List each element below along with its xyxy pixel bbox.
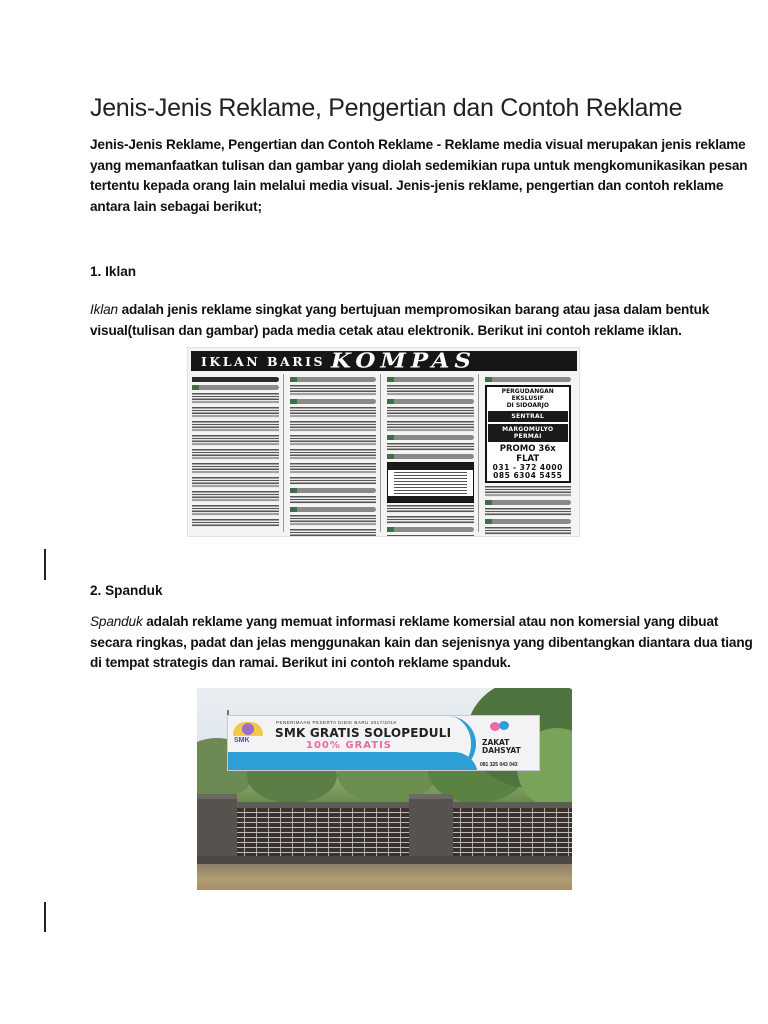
intro-line: tertentu kepada orang lain melalui media visual. Jenis-jenis reklame, pengertian dan contoh reklame	[90, 178, 724, 193]
section-heading-iklan: 1. Iklan	[90, 264, 137, 279]
intro-line: antara lain sebagai berikut;	[90, 198, 262, 214]
section-heading-spanduk: 2. Spanduk	[90, 583, 163, 598]
newspaper-column	[387, 374, 479, 532]
zakat-text: ZAKAT	[482, 738, 510, 747]
promo-phone: 085 6304 5455	[488, 472, 569, 480]
term-spanduk: Spanduk	[90, 614, 143, 629]
iklan-line: visual(tulisan dan gambar) pada media cetak atau elektronik. Berikut ini contoh reklame iklan.	[90, 322, 682, 338]
banner-subtitle: PENERIMAAN PESERTA DIDIK BARU 2017/2018	[276, 720, 397, 725]
promo-line: MARGOMULYO PERMAI	[488, 424, 569, 442]
promo-line: PERGUDANGAN EKSLUSIF	[488, 388, 569, 402]
promo-phone: 031 - 372 4000	[488, 464, 569, 472]
intro-line: Jenis-Jenis Reklame, Pengertian dan Contoh Reklame - Reklame media visual merupakan jenis reklame	[90, 137, 746, 152]
text-cursor	[44, 549, 46, 580]
promo-ad-box	[485, 385, 572, 483]
intro-line: yang memanfaatkan tulisan dan gambar yang diolah sedemikian rupa untuk mengkomunikasikan pesan	[90, 157, 748, 173]
spanduk-paragraph	[90, 612, 753, 674]
promo-line: DI SIDOARJO	[488, 402, 569, 409]
term-iklan: Iklan	[90, 302, 118, 317]
newspaper-column	[290, 374, 382, 532]
spanduk-photo	[197, 688, 572, 890]
newspaper-columns	[192, 374, 575, 532]
newspaper-masthead	[191, 351, 577, 371]
dahsyat-text: DAHSYAT	[482, 746, 521, 755]
masthead-kompas: KOMPAS	[331, 351, 476, 371]
iklan-line	[90, 300, 710, 321]
iklan-paragraph	[90, 300, 710, 341]
ground	[197, 864, 572, 890]
logo-text: SMK	[234, 737, 250, 744]
smk-logo	[231, 720, 265, 748]
rural-ad-box	[387, 462, 474, 503]
spanduk-text: adalah reklame yang memuat informasi reklame komersial atau non komersial yang dibuat	[142, 614, 719, 629]
iklan-baris-kompas-image	[187, 347, 580, 537]
spanduk-line: di tempat strategis dan ramai. Berikut ini contoh reklame spanduk.	[90, 655, 511, 670]
promo-line: SENTRAL	[488, 411, 569, 422]
banner-phone: 081 325 043 043	[480, 762, 518, 768]
intro-paragraph	[90, 135, 748, 217]
page-title: Jenis-Jenis Reklame, Pengertian dan Contoh Reklame	[90, 94, 683, 122]
spanduk-line	[90, 612, 719, 633]
banner-main-text: SMK GRATIS SOLOPEDULI	[275, 726, 452, 740]
brick-wall	[197, 808, 572, 856]
promo-headline: PROMO 36x FLAT	[488, 444, 569, 464]
spanduk-banner	[227, 715, 540, 771]
newspaper-column	[485, 374, 576, 532]
iklan-text: adalah jenis reklame singkat yang bertujuan mempromosikan barang atau jasa dalam bentuk	[117, 302, 710, 317]
zakat-dahsyat	[482, 739, 521, 755]
newspaper-column	[192, 374, 284, 532]
masthead-left: IKLAN BARIS	[201, 353, 326, 369]
text-cursor	[44, 902, 46, 932]
solopeduli-logo	[490, 721, 514, 731]
spanduk-line: secara ringkas, padat dan jelas menggunakan kain dan sejenisnya yang dibentangkan diantara dua tiang	[90, 634, 753, 650]
banner-highlight: 100% GRATIS	[306, 740, 392, 751]
